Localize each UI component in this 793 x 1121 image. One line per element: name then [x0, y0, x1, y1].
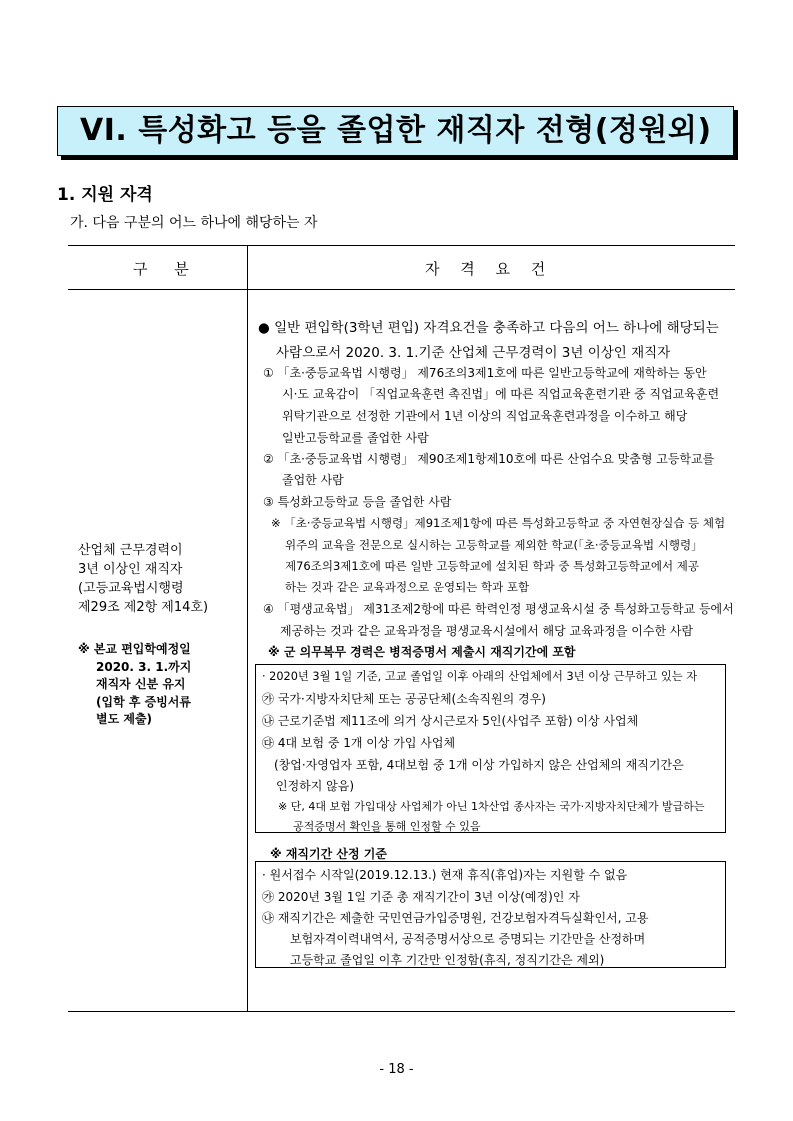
req-line: 하는 것과 같은 교육과정으로 운영되는 학과 포함: [285, 580, 530, 594]
box2-line: 고등학교 졸업일 이후 기간만 인정함(휴직, 정직기간은 제외): [290, 953, 605, 967]
req-line: 제76조의3제1호에 따른 일반 고등학교에 설치된 학과 중 특성화고등학교에서 제공: [285, 559, 699, 573]
req-line: 위주의 교육을 전문으로 실시하는 고등학교를 제외한 학교(「초·중등교육법 시행령」: [285, 538, 703, 552]
req-line: 위탁기관으로 선정한 기관에서 1년 이상의 직업교육훈련과정을 이수하고 해당: [282, 409, 688, 423]
box1-line: (창업·자영업자 포함, 4대보험 중 1개 이상 가입하지 않은 산업체의 재직기간은: [274, 758, 684, 772]
box1-line: · 2020년 3월 1일 기준, 고교 졸업일 이후 아래의 산업체에서 3년 이상 근무하고 있는 자: [262, 670, 698, 683]
box1-line: 공적증명서 확인을 통해 인정할 수 있음: [293, 820, 481, 833]
period-title: ※ 재직기간 산정 기준: [270, 847, 387, 861]
table-header-border: [68, 289, 735, 290]
table-bottom-border: [68, 1011, 735, 1012]
box2-line: · 원서접수 시작일(2019.12.13.) 현재 휴직(휴업)자는 지원할 수 없음: [262, 868, 628, 882]
req-line: ④ 「평생교육법」 제31조제2항에 따른 학력인정 평생교육시설 중 특성화고등학교 등에서: [263, 602, 734, 616]
box1-line: ※ 단, 4대 보험 가입대상 사업체가 아닌 1차산업 종사자는 국가·지방자치단체가 발급하는: [278, 800, 705, 813]
left-note: [78, 641, 191, 729]
section-title: 1. 지원 자격: [57, 185, 153, 205]
left-note-line: (입학 후 증빙서류: [96, 694, 191, 709]
req-line: ※ 「초·중등교육법 시행령」제91조제1항에 따른 특성화고등학교 중 자연현장실습 등 체험: [271, 516, 726, 530]
left-note-line: 별도 제출): [96, 712, 153, 726]
req-line: 제공하는 것과 같은 교육과정을 평생교육시설에서 해당 교육과정을 이수한 사람: [280, 624, 694, 638]
header-category: 구 분: [133, 260, 189, 278]
req-line: ③ 특성화고등학교 등을 졸업한 사람: [263, 495, 452, 509]
box2-line: ㉯ 재직기간은 제출한 국민연금가입증명원, 건강보험자격득실확인서, 고용: [262, 911, 649, 925]
table-column-divider: [247, 245, 248, 1012]
left-category-text: [78, 541, 208, 617]
box1-line: 인정하지 않음): [276, 779, 355, 793]
left-note-line: 재직자 신분 유지: [96, 677, 186, 691]
req-line: 시·도 교육감이 「직업교육훈련 촉진법」에 따른 직업교육훈련기관 중 직업교육훈련: [282, 387, 720, 401]
box1-line: ㉰ 4대 보험 중 1개 이상 가입 사업체: [262, 736, 456, 750]
box2-line: 보험자격이력내역서, 공적증명서상으로 증명되는 기간만을 산정하며: [290, 932, 646, 946]
box2-line: ㉮ 2020년 3월 1일 기준 총 재직기간이 3년 이상(예정)인 자: [262, 890, 580, 904]
req-line: ② 「초·중등교육법 시행령」 제90조제1항제10호에 따른 산업수요 맞춤형 고등학교를: [263, 452, 715, 466]
left-line: 제29조 제2항 제14호): [78, 600, 209, 615]
page-number: - 18 -: [379, 1062, 414, 1077]
req-line: 졸업한 사람: [282, 473, 344, 487]
left-line: 3년 이상인 재직자: [78, 562, 183, 577]
box1-line: ㉯ 근로기준법 제11조에 의거 상시근로자 5인(사업주 포함) 이상 사업체: [262, 714, 639, 728]
req-line: 사람으로서 2020. 3. 1.기준 산업체 근무경력이 3년 이상인 재직자: [276, 345, 671, 361]
sub-title: 가. 다음 구분의 어느 하나에 해당하는 자: [70, 215, 318, 231]
left-note-line: ※ 본교 편입학예정일: [78, 642, 191, 656]
left-note-line: 2020. 3. 1.까지: [96, 659, 192, 674]
chapter-banner: VI. 특성화고 등을 졸업한 재직자 전형(정원외): [57, 106, 734, 156]
req-line: ● 일반 편입학(3학년 편입) 자격요건을 충족하고 다음의 어느 하나에 해당되는: [258, 320, 719, 336]
header-requirements: 자 격 요 건: [425, 260, 546, 278]
table-top-border: [68, 245, 735, 246]
left-line: (고등교육법시행령: [78, 581, 184, 596]
req-line: ① 「초·중등교육법 시행령」 제76조의3제1호에 따른 일반고등학교에 재학하는 동안: [263, 366, 707, 380]
req-line: 일반고등학교를 졸업한 사람: [282, 431, 429, 445]
req-line: ※ 군 의무복무 경력은 병적증명서 제출시 재직기간에 포함: [268, 645, 576, 659]
left-line: 산업체 근무경력이: [78, 543, 183, 558]
box1-line: ㉮ 국가·지방자치단체 또는 공공단체(소속직원의 경우): [262, 692, 546, 706]
